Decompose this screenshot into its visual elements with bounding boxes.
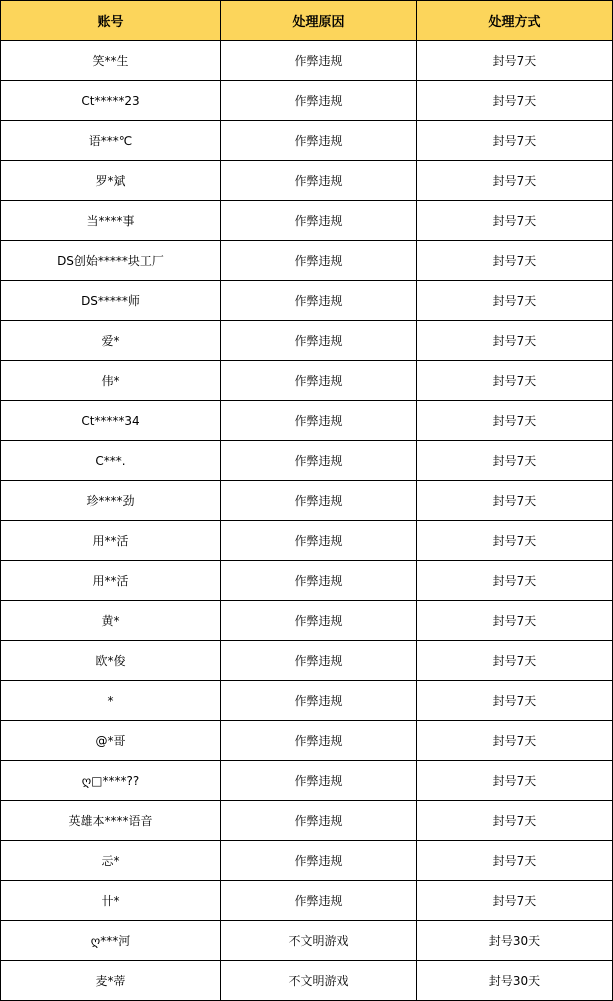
reason-cell: 作弊违规: [221, 361, 417, 401]
action-cell: 封号7天: [417, 601, 613, 641]
reason-cell: 作弊违规: [221, 321, 417, 361]
account-cell: 笑**生: [1, 41, 221, 81]
action-cell: 封号7天: [417, 841, 613, 881]
table-row: [1, 441, 613, 481]
reason-cell: 作弊违规: [221, 721, 417, 761]
action-cell: 封号7天: [417, 201, 613, 241]
table-row: [1, 121, 613, 161]
account-cell: 爱*: [1, 321, 221, 361]
action-cell: 封号7天: [417, 281, 613, 321]
action-cell: 封号7天: [417, 41, 613, 81]
account-cell: ღ□****??: [1, 761, 221, 801]
table-row: [1, 961, 613, 1001]
table-row: [1, 81, 613, 121]
reason-cell: 作弊违规: [221, 281, 417, 321]
reason-cell: 作弊违规: [221, 641, 417, 681]
header-account: 账号: [1, 1, 221, 41]
action-cell: 封号7天: [417, 801, 613, 841]
reason-cell: 作弊违规: [221, 681, 417, 721]
action-cell: 封号7天: [417, 641, 613, 681]
header-action: 处理方式: [417, 1, 613, 41]
action-cell: 封号7天: [417, 721, 613, 761]
account-cell: 英雄本****语音: [1, 801, 221, 841]
account-cell: 伟*: [1, 361, 221, 401]
table-row: [1, 881, 613, 921]
reason-cell: 作弊违规: [221, 801, 417, 841]
action-cell: 封号30天: [417, 961, 613, 1001]
table-row: [1, 801, 613, 841]
action-cell: 封号7天: [417, 441, 613, 481]
action-cell: 封号30天: [417, 921, 613, 961]
table-row: [1, 161, 613, 201]
table-row: [1, 761, 613, 801]
table-row: [1, 561, 613, 601]
reason-cell: 不文明游戏: [221, 961, 417, 1001]
reason-cell: 作弊违规: [221, 561, 417, 601]
reason-cell: 作弊违规: [221, 241, 417, 281]
account-cell: ღ***河: [1, 921, 221, 961]
action-cell: 封号7天: [417, 521, 613, 561]
reason-cell: 作弊违规: [221, 521, 417, 561]
table-header: [1, 1, 613, 41]
table-row: [1, 481, 613, 521]
account-cell: 卄*: [1, 881, 221, 921]
reason-cell: 作弊违规: [221, 401, 417, 441]
reason-cell: 不文明游戏: [221, 921, 417, 961]
table-row: [1, 721, 613, 761]
reason-cell: 作弊违规: [221, 161, 417, 201]
account-cell: C***.: [1, 441, 221, 481]
table-row: [1, 681, 613, 721]
table-row: [1, 241, 613, 281]
table-row: [1, 921, 613, 961]
action-cell: 封号7天: [417, 321, 613, 361]
table-row: [1, 521, 613, 561]
table-row: [1, 361, 613, 401]
account-cell: DS创始*****块工厂: [1, 241, 221, 281]
table-row: [1, 281, 613, 321]
account-cell: 语***℃: [1, 121, 221, 161]
account-cell: @*哥: [1, 721, 221, 761]
reason-cell: 作弊违规: [221, 481, 417, 521]
table-row: [1, 641, 613, 681]
account-cell: 黄*: [1, 601, 221, 641]
account-cell: 用**活: [1, 561, 221, 601]
action-cell: 封号7天: [417, 161, 613, 201]
action-cell: 封号7天: [417, 681, 613, 721]
table-row: [1, 201, 613, 241]
table-body: [1, 41, 613, 1001]
header-row: [1, 1, 613, 41]
action-cell: 封号7天: [417, 121, 613, 161]
action-cell: 封号7天: [417, 241, 613, 281]
account-cell: DS*****师: [1, 281, 221, 321]
action-cell: 封号7天: [417, 761, 613, 801]
reason-cell: 作弊违规: [221, 81, 417, 121]
action-cell: 封号7天: [417, 361, 613, 401]
account-cell: 忈*: [1, 841, 221, 881]
header-reason: 处理原因: [221, 1, 417, 41]
action-cell: 封号7天: [417, 481, 613, 521]
account-cell: 用**活: [1, 521, 221, 561]
table-row: [1, 401, 613, 441]
reason-cell: 作弊违规: [221, 201, 417, 241]
table-row: [1, 841, 613, 881]
account-cell: *: [1, 681, 221, 721]
reason-cell: 作弊违规: [221, 841, 417, 881]
action-cell: 封号7天: [417, 881, 613, 921]
reason-cell: 作弊违规: [221, 881, 417, 921]
reason-cell: 作弊违规: [221, 41, 417, 81]
account-cell: Ct*****34: [1, 401, 221, 441]
reason-cell: 作弊违规: [221, 121, 417, 161]
account-cell: 当****事: [1, 201, 221, 241]
action-cell: 封号7天: [417, 561, 613, 601]
table-row: [1, 41, 613, 81]
account-cell: 珍****劲: [1, 481, 221, 521]
reason-cell: 作弊违规: [221, 761, 417, 801]
action-cell: 封号7天: [417, 81, 613, 121]
account-cell: 麦*蒂: [1, 961, 221, 1001]
account-cell: Ct*****23: [1, 81, 221, 121]
account-cell: 罗*斌: [1, 161, 221, 201]
account-cell: 欧*俊: [1, 641, 221, 681]
reason-cell: 作弊违规: [221, 441, 417, 481]
table-row: [1, 601, 613, 641]
reason-cell: 作弊违规: [221, 601, 417, 641]
action-cell: 封号7天: [417, 401, 613, 441]
table-row: [1, 321, 613, 361]
